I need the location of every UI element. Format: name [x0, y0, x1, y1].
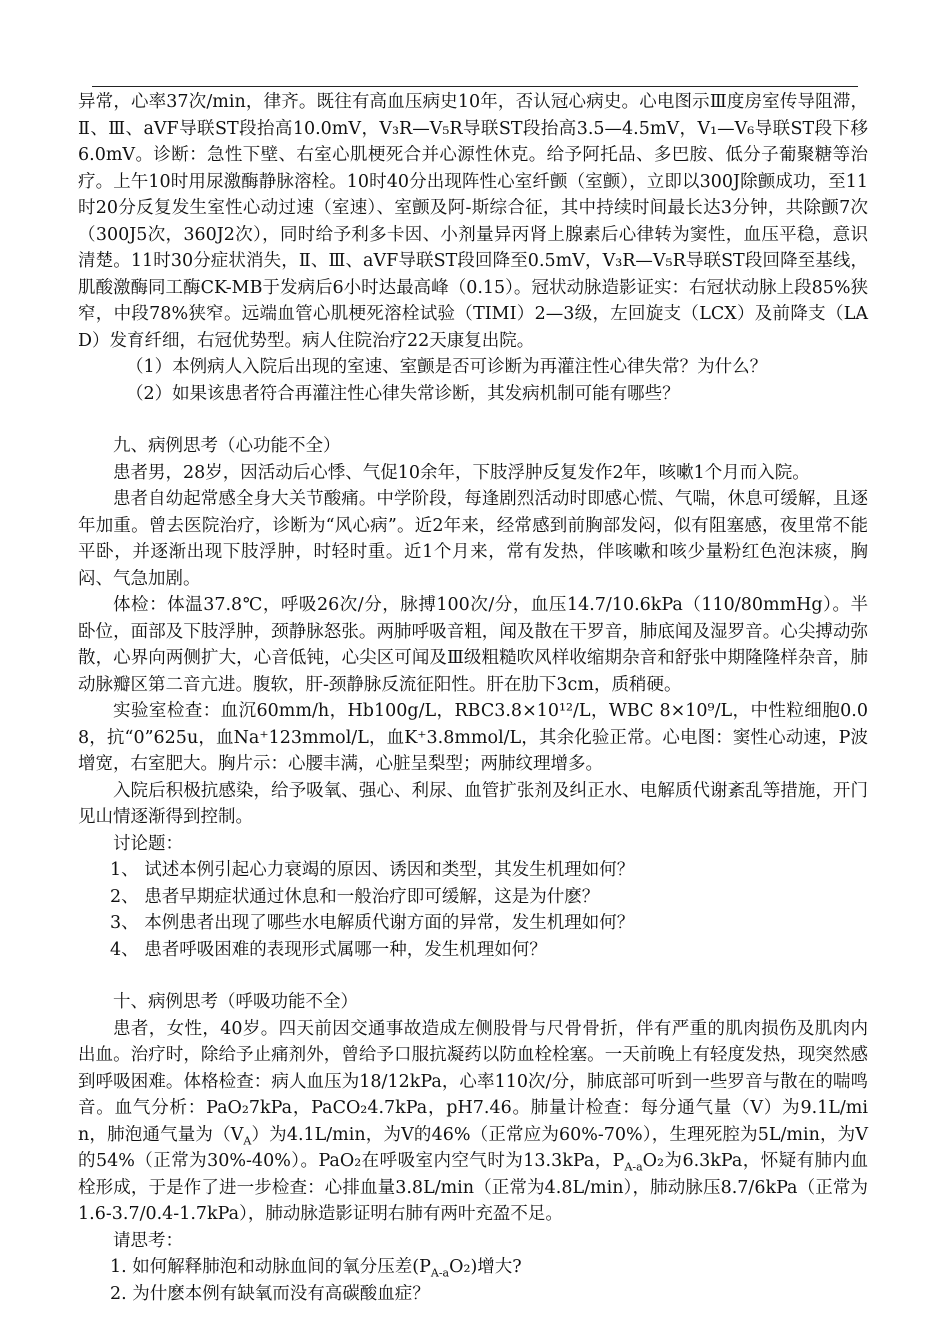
case9-paragraph-4: 实验室检查：血沉60mm/h，Hb100g/L，RBC3.8×10¹²/L，WBC 8×10⁹/L，中性粒细胞0.08，抗“0”625u，血Na⁺123mmol/L，血K⁺3.8mmol/L，其余化验正常。心电图：窦性心动速，P波增宽，右室肥大。胸片示：心腰丰满，心脏呈梨型；两肺纹理增多。 [78, 701, 868, 774]
case9-question: 2、 患者早期症状通过休息和一般治疗即可缓解，这是为什麽？ [110, 886, 600, 907]
case9-question: 4、 患者呼吸困难的表现形式属哪一种，发生机理如何？ [110, 939, 547, 960]
case9-heading: 九、病例思考（心功能不全） [113, 436, 341, 456]
case9-question: 1、 试述本例引起心力衰竭的原因、诱因和类型，其发生机理如何？ [110, 860, 635, 880]
case10-question: 1. 如何解释肺泡和动脉血间的氧分压差$(P_{A-a}O_2)$增大? [110, 1257, 522, 1280]
document-page [78, 86, 868, 1307]
case9-paragraph-1: 患者男，28岁，因活动后心悸、气促10余年，下肢浮肿反复发作2年，咳嗽1个月而入院。 [113, 462, 810, 483]
case8-question-2: （2）如果该患者符合再灌注性心律失常诊断，其发病机制可能有哪些？ [126, 383, 680, 404]
case9-question-list [78, 857, 868, 963]
case8-question-1: （1）本例病人入院后出现的室速、室颤是否可诊断为再灌注性心律失常？为什么？ [126, 357, 768, 377]
case10-heading: 十、病例思考（呼吸功能不全） [113, 992, 358, 1012]
case9-paragraph-3: 体检：体温37.8℃，呼吸26次/分，脉搏100次/分，血压14.7/10.6kPa（110/80mmHg）。半卧位，面部及下肢浮肿，颈静脉怒张。两肺呼吸音粗，闻及散在干罗音，肺底闻及湿罗音。心尖搏动弥散，心界向两侧扩大，心音低钝，心尖区可闻及Ⅲ级粗糙吹风样收缩期杂音和舒张中期隆隆样杂音，肺动脉瓣区第二音亢进。腹软，肝-颈静脉反流征阳性。肝在肋下3cm，质稍硬。 [78, 595, 868, 695]
case9-paragraph-5: 入院后积极抗感染，给予吸氧、强心、利尿、血管扩张剂及纠正水、电解质代谢紊乱等措施，开门见山情逐渐得到控制。 [78, 780, 868, 827]
case9-paragraph-2: 患者自幼起常感全身大关节酸痛。中学阶段，每逢剧烈活动时即感心慌、气喘，休息可缓解，且逐年加重。曾去医院治疗，诊断为“风心病”。近2年来，经常感到前胸部发闷，似有阻塞感，夜里常不能平卧，并逐渐出现下肢浮肿，时轻时重。近1个月来，常有发热，伴咳嗽和咳少量粉红色泡沫痰，胸闷、气急加剧。 [78, 489, 868, 589]
case10-think-label: 请思考： [113, 1230, 183, 1251]
case8-paragraph: 异常，心率37次/min，律齐。既往有高血压病史10年，否认冠心病史。心电图示Ⅲ度房室传导阻滞，Ⅱ、Ⅲ、aVF导联ST段抬高10.0mV，V₃R—V₅R导联ST段抬高3.5—4.5mV，V₁—V₆导联ST段下移6.0mV。诊断：急性下壁、右室心肌梗死合并心源性休克。给予阿托品、多巴胺、低分子葡聚糖等治疗。上午10时用尿激酶静脉溶栓。10时40分出现阵性心室纤颤（室颤），立即以300J除颤成功，至11时20分反复发生室性心动过速（室速）、室颤及阿-斯综合征，其中持续时间最长达3分钟，共除颤7次（300J5次，360J2次），同时给予利多卡因、小剂量异丙肾上腺素后心律转为窦性，血压平稳，意识清楚。11时30分症状消失，Ⅱ、Ⅲ、aVF导联ST段回降至0.5mV，V₃R—V₅R导联ST段回降至基线，肌酸激酶同工酶CK-MB于发病后6小时达最高峰（0.15）。冠状动脉造影证实：右冠状动脉上段85%狭窄，中段78%狭窄。远端血管心肌梗死溶栓试验（TIMI）2—3级，左回旋支（LCX）及前降支（LAD）发育纤细，右冠优势型。病人住院治疗22天康复出院。 [78, 92, 868, 351]
case9-question: 3、 本例患者出现了哪些水电解质代谢方面的异常，发生机理如何？ [110, 913, 635, 933]
case10-question-list [78, 1254, 868, 1307]
case9-discuss-label: 讨论题： [113, 833, 183, 854]
case10-paragraph-1: 患者，女性，40岁。四天前因交通事故造成左侧股骨与尺骨骨折，伴有严重的肌肉损伤及肌肉内出血。治疗时，除给予止痛剂外，曾给予口服抗凝药以防血栓栓塞。一天前晚上有轻度发热，现突然感到呼吸困难。体格检查：病人血压为18/12kPa，心率110次/分，肺底部可听到一些罗音与散在的喘鸣音。血气分析：PaO₂7kPa，PaCO₂4.7kPa，pH7.46。肺量计检查：每分通气量（V）为9.1L/min，肺泡通气量为$(V_A)$为4.1L/min，为V的46%（正常应为60%-70%），生理死腔为5L/min，为V的54%（正常为30%-40%）。PaO₂在呼吸室内空气时为13.3kPa，$P_{A-a}O_2$为6.3kPa，怀疑有肺内血栓形成，于是作了进一步检查：心排血量3.8L/min（正常为4.8L/min），肺动脉压8.7/6kPa（正常为1.6-3.7/0.4-1.7kPa），肺动脉造影证明右肺有两叶充盈不足。 [78, 1018, 868, 1224]
case10-question: 2. 为什麽本例有缺氧而没有高碳酸血症？ [110, 1283, 430, 1304]
